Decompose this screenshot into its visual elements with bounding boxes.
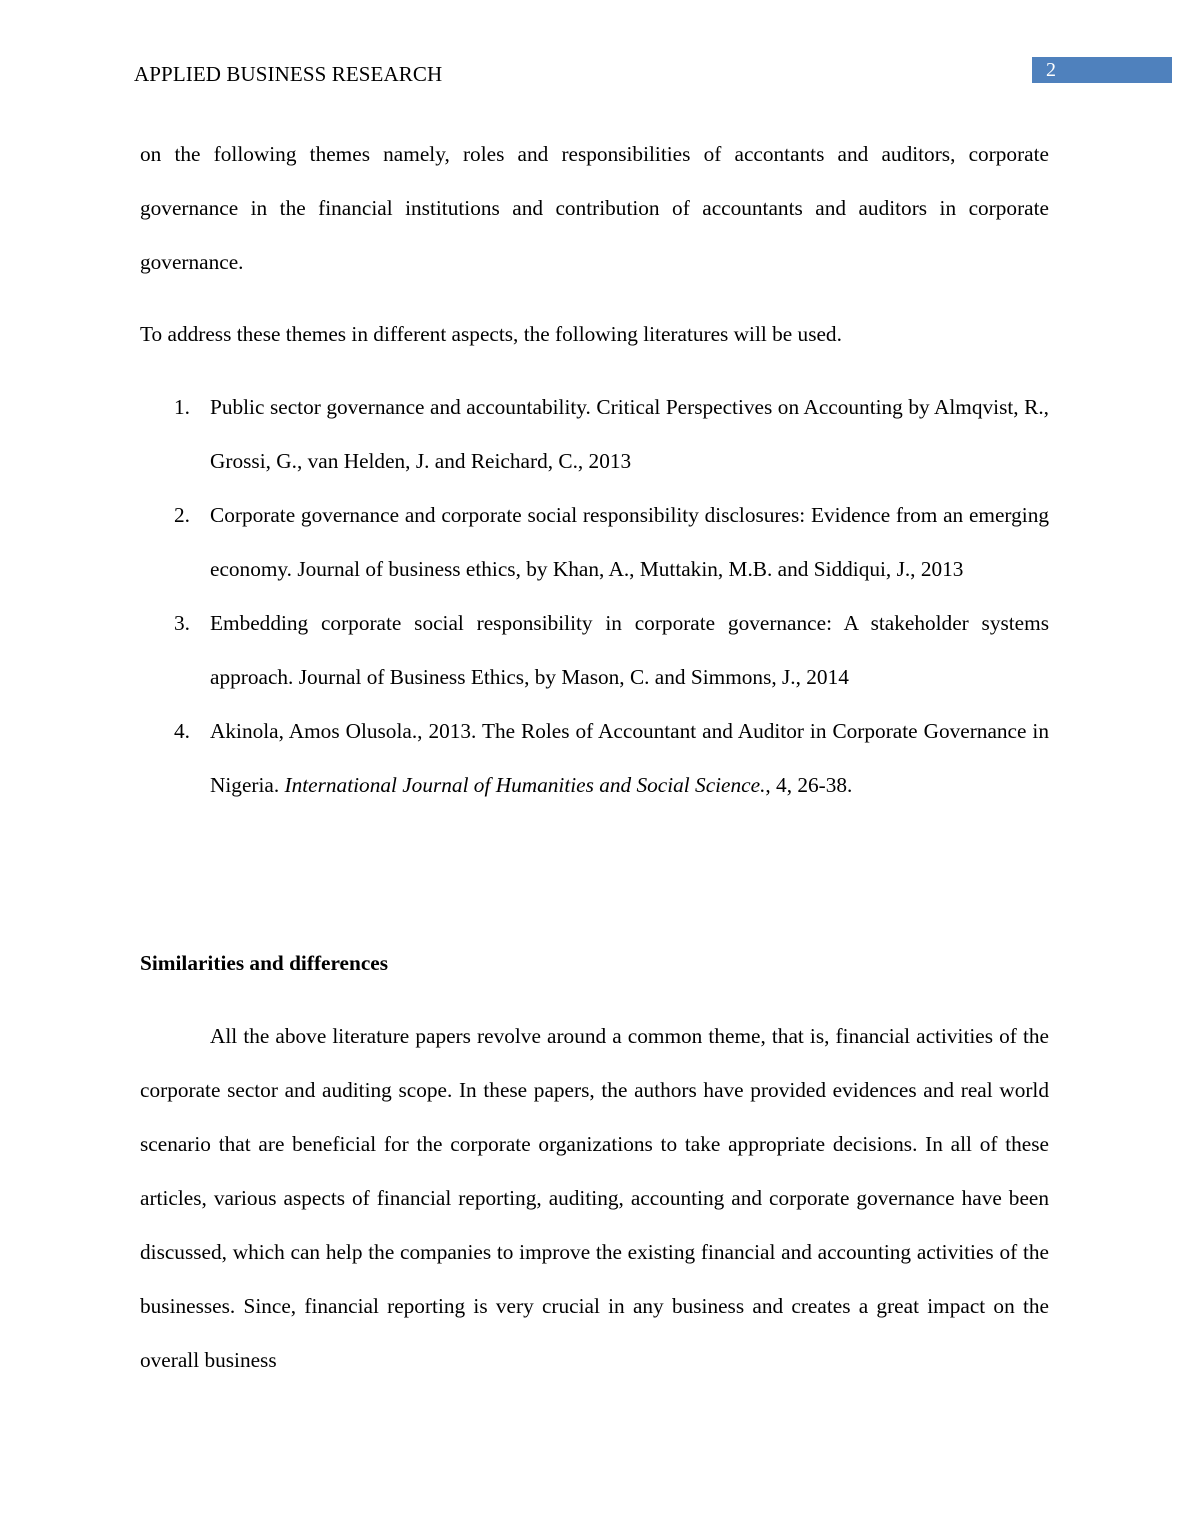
reference-number: 3. [174, 611, 190, 635]
running-head: APPLIED BUSINESS RESEARCH [134, 62, 443, 86]
reference-item [140, 488, 1049, 596]
reference-text: Public sector governance and accountability. Critical Perspectives on Accounting by Almqvist, R., Grossi, G., van Helden, J. and Reichard, C., 2013 [210, 395, 1049, 473]
page-number-box [1032, 57, 1172, 83]
reference-text-end: , 4, 26-38. [765, 773, 853, 797]
reference-item [140, 380, 1049, 488]
literature-lead-paragraph: To address these themes in different aspects, the following literatures will be used. [140, 322, 842, 346]
reference-journal-title: International Journal of Humanities and Social Science. [284, 773, 766, 797]
reference-number: 2. [174, 503, 190, 527]
intro-paragraph: on the following themes namely, roles and responsibilities of accontants and auditors, corporate governance in the financial institutions and contribution of accountants and auditors in corporate governance. [140, 142, 1049, 274]
page-number: 2 [1046, 59, 1056, 81]
reference-item [140, 596, 1049, 704]
reference-number: 4. [174, 719, 190, 743]
section-heading: Similarities and differences [140, 951, 389, 975]
reference-text-start: Akinola, Amos Olusola., 2013. The Roles of Accountant and Auditor in Corporate Governance in Nigeria. [210, 719, 1049, 797]
reference-number: 1. [174, 395, 190, 419]
reference-text: Embedding corporate social responsibility in corporate governance: A stakeholder systems approach. Journal of Business Ethics, by Mason, C. and Simmons, J., 2014 [210, 611, 1049, 689]
section-body-paragraph: All the above literature papers revolve around a common theme, that is, financial activities of the corporate sector and auditing scope. In these papers, the authors have provided evidences and real world scenario that are beneficial for the corporate organizations to take appropriate decisions. In all of these articles, various aspects of financial reporting, auditing, accounting and corporate governance have been discussed, which can help the companies to improve the existing financial and accounting activities of the businesses. Since, financial reporting is very crucial in any business and creates a great impact on the overall business [140, 1024, 1049, 1372]
reference-text: Corporate governance and corporate social responsibility disclosures: Evidence from an emerging economy. Journal of business ethics, by Khan, A., Muttakin, M.B. and Siddiqui, J., 2013 [210, 503, 1049, 581]
reference-list [140, 380, 1049, 812]
reference-item [140, 704, 1049, 812]
reference-text [210, 719, 1049, 797]
